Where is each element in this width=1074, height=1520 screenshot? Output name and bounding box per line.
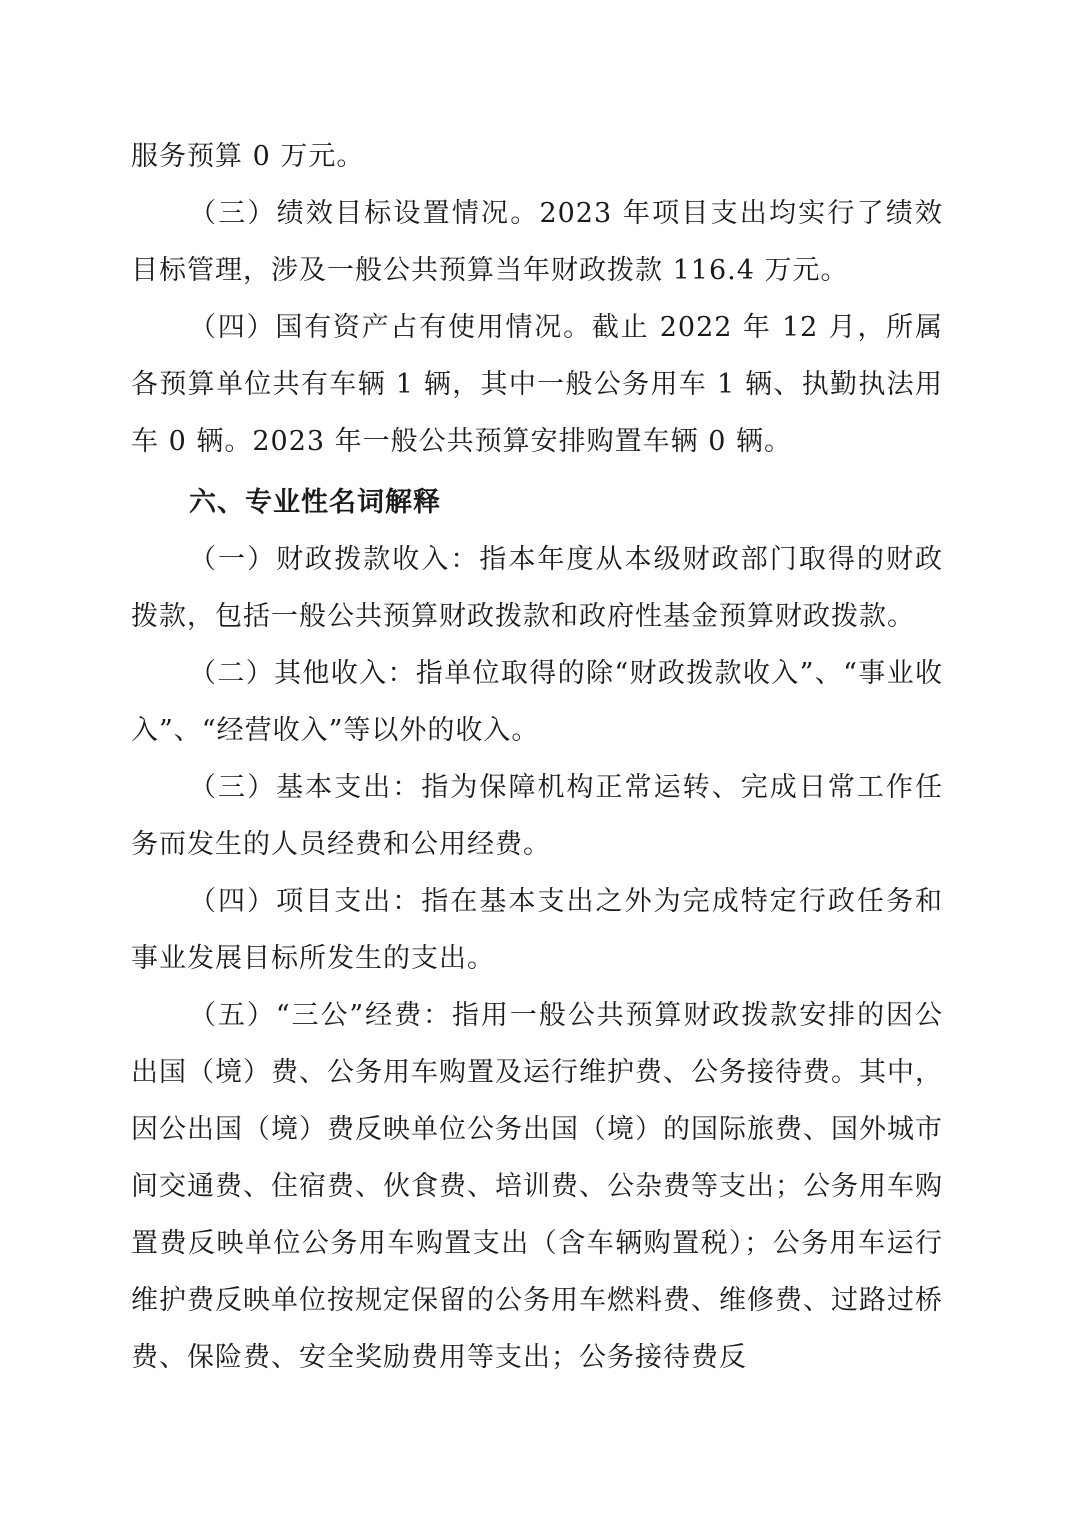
- paragraph-basic-expenditure: （三）基本支出：指为保障机构正常运转、完成日常工作任务而发生的人员经费和公用经费。: [131, 772, 943, 860]
- paragraph-fiscal-appropriation-income: （一）财政拨款收入：指本年度从本级财政部门取得的财政拨款，包括一般公共预算财政拨款和政府性基金预算财政拨款。: [131, 544, 943, 632]
- document-body: [131, 128, 943, 1386]
- paragraph-other-income: （二）其他收入：指单位取得的除“财政拨款收入”、“事业收入”、“经营收入”等以外的收入。: [131, 658, 943, 746]
- section-heading-terms: 六、专业性名词解释: [189, 487, 441, 518]
- paragraph-three-public-expenses: （五）“三公”经费：指用一般公共预算财政拨款安排的因公出国（境）费、公务用车购置及运行维护费、公务接待费。其中，因公出国（境）费反映单位公务出国（境）的国际旅费、国外城市间交通费、住宿费、伙食费、培训费、公杂费等支出；公务用车购置费反映单位公务用车购置支出（含车辆购置税）；公务用车运行维护费反映单位按规定保留的公务用车燃料费、维修费、过路过桥费、保险费、安全奖励费用等支出；公务接待费反: [131, 1000, 943, 1373]
- paragraph-performance-targets: （三）绩效目标设置情况。2023 年项目支出均实行了绩效目标管理，涉及一般公共预算当年财政拨款 116.4 万元。: [131, 198, 943, 286]
- paragraph-state-assets: （四）国有资产占有使用情况。截止 2022 年 12 月，所属各预算单位共有车辆 1 辆，其中一般公务用车 1 辆、执勤执法用车 0 辆。2023 年一般公共预算安排购置车辆 0 辆。: [131, 312, 943, 457]
- paragraph-project-expenditure: （四）项目支出：指在基本支出之外为完成特定行政任务和事业发展目标所发生的支出。: [131, 886, 943, 974]
- paragraph-continuation: 服务预算 0 万元。: [131, 141, 365, 172]
